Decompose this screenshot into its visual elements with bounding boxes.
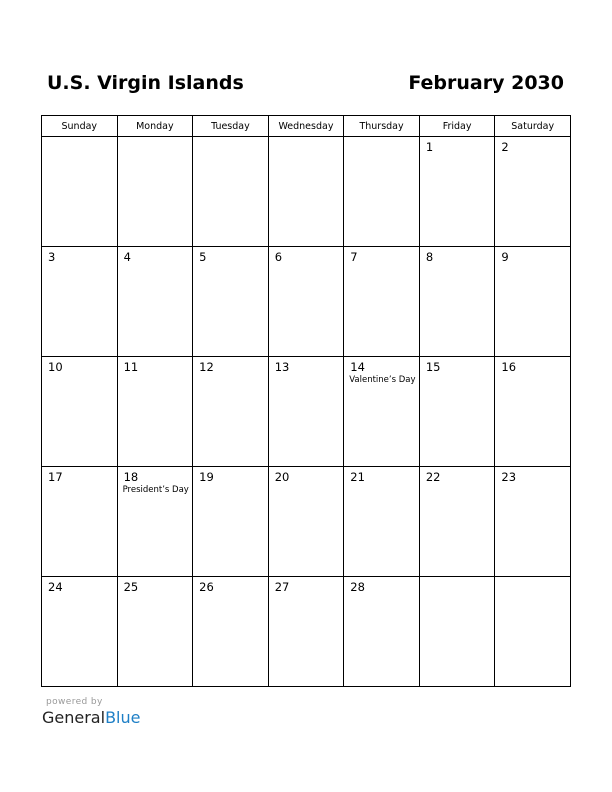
day-cell bbox=[419, 467, 495, 577]
day-number: 19 bbox=[199, 470, 214, 484]
day-cell bbox=[42, 357, 118, 467]
day-number: 8 bbox=[425, 250, 434, 264]
day-number: 13 bbox=[274, 360, 290, 374]
day-number: 21 bbox=[350, 470, 365, 484]
day-number: 18 bbox=[123, 470, 139, 484]
day-number: 15 bbox=[425, 360, 441, 374]
day-number: 22 bbox=[425, 470, 441, 484]
month-title: February 2030 bbox=[408, 72, 564, 94]
day-number: 23 bbox=[501, 470, 517, 484]
day-cell bbox=[344, 247, 420, 357]
day-cell bbox=[42, 577, 118, 687]
day-number: 20 bbox=[274, 470, 290, 484]
day-cell bbox=[193, 467, 269, 577]
day-cell bbox=[495, 357, 571, 467]
brand-blue: Blue bbox=[105, 708, 141, 727]
day-cell bbox=[117, 357, 193, 467]
day-cell bbox=[495, 137, 571, 247]
weekday-header-row bbox=[42, 116, 571, 137]
generalblue-logo[interactable] bbox=[42, 708, 140, 727]
day-cell bbox=[268, 137, 344, 247]
week-row bbox=[42, 577, 571, 687]
day-cell bbox=[193, 577, 269, 687]
day-cell bbox=[117, 137, 193, 247]
day-number: 14 bbox=[350, 360, 365, 374]
holiday-label: President’s Day bbox=[122, 485, 189, 495]
day-number: 5 bbox=[199, 250, 207, 264]
day-cell bbox=[193, 357, 269, 467]
day-cell bbox=[495, 467, 571, 577]
day-cell bbox=[344, 137, 420, 247]
week-row bbox=[42, 247, 571, 357]
weekday-header: Tuesday bbox=[193, 116, 269, 137]
day-cell bbox=[117, 467, 193, 577]
day-number bbox=[118, 137, 193, 140]
day-cell bbox=[42, 247, 118, 357]
day-number bbox=[495, 577, 570, 580]
day-cell bbox=[344, 357, 420, 467]
day-cell bbox=[344, 577, 420, 687]
day-number: 11 bbox=[123, 360, 139, 374]
day-number: 28 bbox=[350, 580, 365, 594]
day-number bbox=[269, 137, 344, 140]
powered-by-text: powered by bbox=[46, 697, 103, 707]
weekday-header: Monday bbox=[117, 116, 193, 137]
day-number: 16 bbox=[501, 360, 517, 374]
day-number: 10 bbox=[48, 360, 63, 374]
day-number bbox=[193, 137, 268, 140]
day-cell bbox=[193, 137, 269, 247]
day-cell bbox=[42, 137, 118, 247]
weekday-header: Friday bbox=[419, 116, 495, 137]
day-number: 1 bbox=[425, 140, 434, 154]
day-number: 9 bbox=[501, 250, 509, 264]
day-cell bbox=[419, 577, 495, 687]
day-number: 25 bbox=[123, 580, 139, 594]
day-number: 6 bbox=[274, 250, 283, 264]
day-cell bbox=[117, 577, 193, 687]
day-cell bbox=[268, 247, 344, 357]
day-number: 4 bbox=[123, 250, 131, 264]
day-cell bbox=[495, 247, 571, 357]
weekday-header: Saturday bbox=[495, 116, 571, 137]
day-number: 2 bbox=[501, 140, 509, 154]
day-cell bbox=[268, 357, 344, 467]
day-number: 12 bbox=[199, 360, 214, 374]
week-row bbox=[42, 467, 571, 577]
week-row bbox=[42, 137, 571, 247]
day-cell bbox=[495, 577, 571, 687]
week-row bbox=[42, 357, 571, 467]
holiday-label: Valentine’s Day bbox=[349, 375, 416, 385]
weekday-header: Thursday bbox=[344, 116, 420, 137]
calendar-grid bbox=[41, 115, 571, 687]
day-cell bbox=[42, 467, 118, 577]
day-cell bbox=[268, 467, 344, 577]
weekday-header: Sunday bbox=[42, 116, 118, 137]
day-number: 7 bbox=[350, 250, 358, 264]
weekday-header: Wednesday bbox=[268, 116, 344, 137]
day-number: 26 bbox=[199, 580, 214, 594]
region-title: U.S. Virgin Islands bbox=[47, 72, 244, 94]
day-cell bbox=[344, 467, 420, 577]
brand-general: General bbox=[42, 708, 106, 727]
day-number bbox=[42, 137, 117, 140]
day-number: 24 bbox=[48, 580, 63, 594]
day-cell bbox=[193, 247, 269, 357]
day-number: 27 bbox=[274, 580, 290, 594]
day-cell bbox=[419, 247, 495, 357]
day-cell bbox=[419, 357, 495, 467]
day-number: 17 bbox=[48, 470, 63, 484]
day-number bbox=[420, 577, 495, 580]
day-number: 3 bbox=[48, 250, 56, 264]
day-cell bbox=[268, 577, 344, 687]
day-cell bbox=[419, 137, 495, 247]
day-cell bbox=[117, 247, 193, 357]
day-number bbox=[344, 137, 419, 140]
